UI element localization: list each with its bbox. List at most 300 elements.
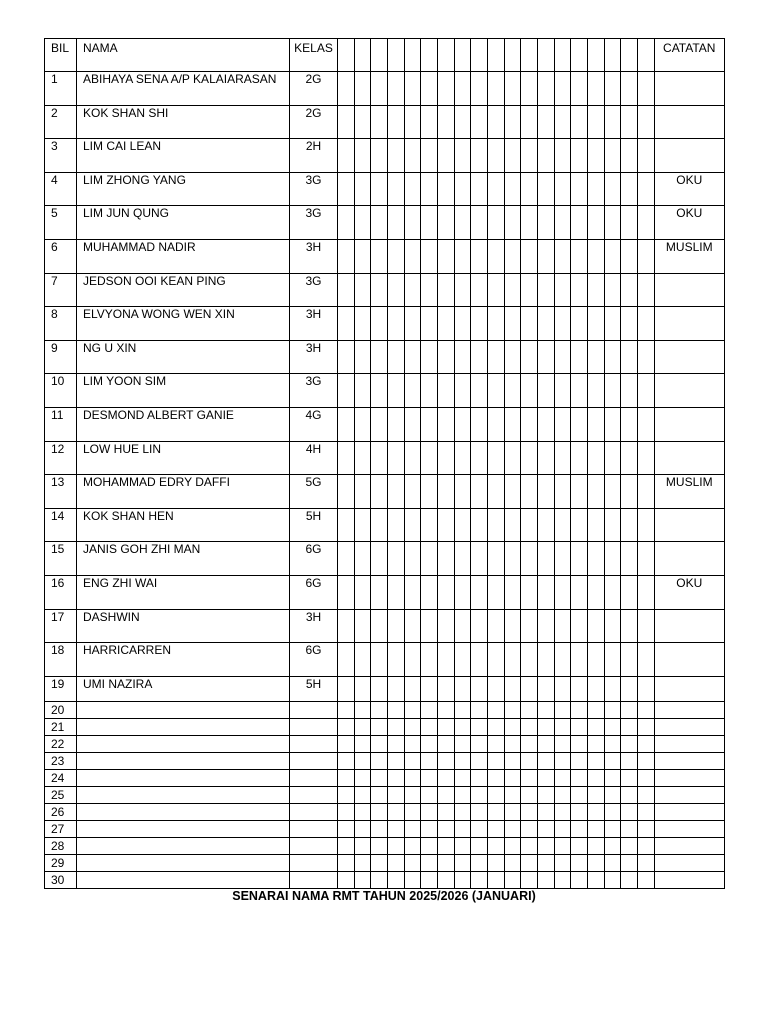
attendance-cell[interactable] <box>538 735 555 752</box>
attendance-cell[interactable] <box>338 340 355 374</box>
attendance-cell[interactable] <box>388 786 405 803</box>
attendance-cell[interactable] <box>621 340 638 374</box>
attendance-cell[interactable] <box>538 374 555 408</box>
attendance-cell[interactable] <box>504 837 521 854</box>
attendance-cell[interactable] <box>371 407 388 441</box>
attendance-cell[interactable] <box>538 172 555 206</box>
attendance-cell[interactable] <box>588 105 605 139</box>
attendance-cell[interactable] <box>454 273 471 307</box>
attendance-cell[interactable] <box>554 475 571 509</box>
attendance-cell[interactable] <box>388 441 405 475</box>
attendance-cell[interactable] <box>488 718 505 735</box>
attendance-cell[interactable] <box>454 542 471 576</box>
attendance-cell[interactable] <box>354 72 371 106</box>
attendance-cell[interactable] <box>554 105 571 139</box>
attendance-cell[interactable] <box>554 735 571 752</box>
attendance-cell[interactable] <box>588 340 605 374</box>
attendance-cell[interactable] <box>371 307 388 341</box>
attendance-cell[interactable] <box>371 239 388 273</box>
attendance-cell[interactable] <box>554 542 571 576</box>
attendance-cell[interactable] <box>354 676 371 701</box>
attendance-cell[interactable] <box>571 676 588 701</box>
attendance-cell[interactable] <box>538 786 555 803</box>
attendance-cell[interactable] <box>338 441 355 475</box>
attendance-cell[interactable] <box>371 340 388 374</box>
attendance-cell[interactable] <box>554 854 571 871</box>
attendance-cell[interactable] <box>371 871 388 888</box>
attendance-cell[interactable] <box>604 475 621 509</box>
attendance-cell[interactable] <box>471 735 488 752</box>
attendance-cell[interactable] <box>504 307 521 341</box>
attendance-cell[interactable] <box>604 786 621 803</box>
attendance-cell[interactable] <box>504 803 521 820</box>
attendance-cell[interactable] <box>521 542 538 576</box>
attendance-cell[interactable] <box>504 374 521 408</box>
attendance-cell[interactable] <box>521 307 538 341</box>
attendance-cell[interactable] <box>521 340 538 374</box>
attendance-cell[interactable] <box>554 139 571 173</box>
attendance-cell[interactable] <box>388 701 405 718</box>
attendance-cell[interactable] <box>521 508 538 542</box>
attendance-cell[interactable] <box>471 273 488 307</box>
attendance-cell[interactable] <box>471 786 488 803</box>
attendance-cell[interactable] <box>438 374 455 408</box>
attendance-cell[interactable] <box>538 475 555 509</box>
attendance-cell[interactable] <box>638 701 655 718</box>
attendance-cell[interactable] <box>454 72 471 106</box>
attendance-cell[interactable] <box>554 676 571 701</box>
attendance-cell[interactable] <box>488 206 505 240</box>
attendance-cell[interactable] <box>354 139 371 173</box>
attendance-cell[interactable] <box>454 643 471 677</box>
attendance-cell[interactable] <box>404 676 421 701</box>
attendance-cell[interactable] <box>521 676 538 701</box>
attendance-cell[interactable] <box>488 105 505 139</box>
attendance-cell[interactable] <box>488 676 505 701</box>
attendance-cell[interactable] <box>554 206 571 240</box>
attendance-cell[interactable] <box>388 871 405 888</box>
attendance-cell[interactable] <box>438 735 455 752</box>
attendance-cell[interactable] <box>621 575 638 609</box>
attendance-cell[interactable] <box>588 307 605 341</box>
attendance-cell[interactable] <box>421 820 438 837</box>
attendance-cell[interactable] <box>438 643 455 677</box>
attendance-cell[interactable] <box>421 871 438 888</box>
attendance-cell[interactable] <box>421 542 438 576</box>
attendance-cell[interactable] <box>571 340 588 374</box>
header-attendance-cell[interactable] <box>404 39 421 72</box>
attendance-cell[interactable] <box>638 769 655 786</box>
attendance-cell[interactable] <box>421 718 438 735</box>
attendance-cell[interactable] <box>604 139 621 173</box>
attendance-cell[interactable] <box>571 172 588 206</box>
attendance-cell[interactable] <box>338 239 355 273</box>
attendance-cell[interactable] <box>371 139 388 173</box>
attendance-cell[interactable] <box>521 239 538 273</box>
attendance-cell[interactable] <box>538 72 555 106</box>
attendance-cell[interactable] <box>538 105 555 139</box>
attendance-cell[interactable] <box>404 854 421 871</box>
attendance-cell[interactable] <box>588 643 605 677</box>
attendance-cell[interactable] <box>621 239 638 273</box>
attendance-cell[interactable] <box>388 820 405 837</box>
attendance-cell[interactable] <box>354 307 371 341</box>
attendance-cell[interactable] <box>504 735 521 752</box>
attendance-cell[interactable] <box>438 508 455 542</box>
attendance-cell[interactable] <box>604 172 621 206</box>
attendance-cell[interactable] <box>388 508 405 542</box>
attendance-cell[interactable] <box>588 701 605 718</box>
attendance-cell[interactable] <box>571 542 588 576</box>
attendance-cell[interactable] <box>504 575 521 609</box>
attendance-cell[interactable] <box>571 871 588 888</box>
attendance-cell[interactable] <box>554 273 571 307</box>
header-attendance-cell[interactable] <box>588 39 605 72</box>
attendance-cell[interactable] <box>404 374 421 408</box>
attendance-cell[interactable] <box>621 307 638 341</box>
attendance-cell[interactable] <box>338 139 355 173</box>
attendance-cell[interactable] <box>621 803 638 820</box>
header-attendance-cell[interactable] <box>454 39 471 72</box>
attendance-cell[interactable] <box>471 441 488 475</box>
attendance-cell[interactable] <box>388 239 405 273</box>
attendance-cell[interactable] <box>471 542 488 576</box>
attendance-cell[interactable] <box>371 837 388 854</box>
attendance-cell[interactable] <box>338 854 355 871</box>
attendance-cell[interactable] <box>504 441 521 475</box>
header-attendance-cell[interactable] <box>488 39 505 72</box>
attendance-cell[interactable] <box>421 508 438 542</box>
attendance-cell[interactable] <box>421 172 438 206</box>
attendance-cell[interactable] <box>354 854 371 871</box>
attendance-cell[interactable] <box>604 820 621 837</box>
attendance-cell[interactable] <box>621 441 638 475</box>
attendance-cell[interactable] <box>471 643 488 677</box>
attendance-cell[interactable] <box>404 575 421 609</box>
attendance-cell[interactable] <box>421 575 438 609</box>
attendance-cell[interactable] <box>538 701 555 718</box>
attendance-cell[interactable] <box>354 273 371 307</box>
attendance-cell[interactable] <box>488 172 505 206</box>
attendance-cell[interactable] <box>538 139 555 173</box>
attendance-cell[interactable] <box>404 752 421 769</box>
attendance-cell[interactable] <box>404 786 421 803</box>
attendance-cell[interactable] <box>504 871 521 888</box>
attendance-cell[interactable] <box>571 837 588 854</box>
attendance-cell[interactable] <box>621 374 638 408</box>
attendance-cell[interactable] <box>438 273 455 307</box>
header-attendance-cell[interactable] <box>571 39 588 72</box>
attendance-cell[interactable] <box>388 837 405 854</box>
attendance-cell[interactable] <box>504 340 521 374</box>
attendance-cell[interactable] <box>571 575 588 609</box>
attendance-cell[interactable] <box>571 441 588 475</box>
header-attendance-cell[interactable] <box>388 39 405 72</box>
attendance-cell[interactable] <box>571 803 588 820</box>
attendance-cell[interactable] <box>638 643 655 677</box>
attendance-cell[interactable] <box>338 609 355 643</box>
attendance-cell[interactable] <box>504 820 521 837</box>
attendance-cell[interactable] <box>421 475 438 509</box>
attendance-cell[interactable] <box>421 72 438 106</box>
attendance-cell[interactable] <box>454 769 471 786</box>
attendance-cell[interactable] <box>421 676 438 701</box>
attendance-cell[interactable] <box>371 643 388 677</box>
attendance-cell[interactable] <box>388 105 405 139</box>
attendance-cell[interactable] <box>454 307 471 341</box>
attendance-cell[interactable] <box>421 735 438 752</box>
attendance-cell[interactable] <box>521 206 538 240</box>
attendance-cell[interactable] <box>338 374 355 408</box>
attendance-cell[interactable] <box>538 752 555 769</box>
attendance-cell[interactable] <box>371 854 388 871</box>
attendance-cell[interactable] <box>371 374 388 408</box>
attendance-cell[interactable] <box>571 854 588 871</box>
attendance-cell[interactable] <box>338 735 355 752</box>
attendance-cell[interactable] <box>554 441 571 475</box>
attendance-cell[interactable] <box>471 752 488 769</box>
attendance-cell[interactable] <box>554 609 571 643</box>
attendance-cell[interactable] <box>454 374 471 408</box>
attendance-cell[interactable] <box>338 273 355 307</box>
attendance-cell[interactable] <box>371 172 388 206</box>
attendance-cell[interactable] <box>571 718 588 735</box>
attendance-cell[interactable] <box>338 701 355 718</box>
attendance-cell[interactable] <box>488 239 505 273</box>
attendance-cell[interactable] <box>371 769 388 786</box>
attendance-cell[interactable] <box>354 803 371 820</box>
attendance-cell[interactable] <box>621 735 638 752</box>
attendance-cell[interactable] <box>538 837 555 854</box>
attendance-cell[interactable] <box>588 475 605 509</box>
attendance-cell[interactable] <box>404 643 421 677</box>
attendance-cell[interactable] <box>371 786 388 803</box>
attendance-cell[interactable] <box>604 735 621 752</box>
attendance-cell[interactable] <box>404 172 421 206</box>
attendance-cell[interactable] <box>354 239 371 273</box>
attendance-cell[interactable] <box>371 105 388 139</box>
attendance-cell[interactable] <box>604 837 621 854</box>
attendance-cell[interactable] <box>338 820 355 837</box>
attendance-cell[interactable] <box>504 508 521 542</box>
attendance-cell[interactable] <box>621 769 638 786</box>
attendance-cell[interactable] <box>638 542 655 576</box>
attendance-cell[interactable] <box>588 609 605 643</box>
attendance-cell[interactable] <box>604 206 621 240</box>
attendance-cell[interactable] <box>354 441 371 475</box>
attendance-cell[interactable] <box>621 508 638 542</box>
attendance-cell[interactable] <box>538 206 555 240</box>
attendance-cell[interactable] <box>404 273 421 307</box>
attendance-cell[interactable] <box>371 803 388 820</box>
attendance-cell[interactable] <box>404 609 421 643</box>
attendance-cell[interactable] <box>438 786 455 803</box>
attendance-cell[interactable] <box>471 701 488 718</box>
attendance-cell[interactable] <box>488 441 505 475</box>
attendance-cell[interactable] <box>388 475 405 509</box>
attendance-cell[interactable] <box>388 340 405 374</box>
attendance-cell[interactable] <box>488 139 505 173</box>
attendance-cell[interactable] <box>421 786 438 803</box>
attendance-cell[interactable] <box>554 786 571 803</box>
attendance-cell[interactable] <box>421 609 438 643</box>
attendance-cell[interactable] <box>554 643 571 677</box>
attendance-cell[interactable] <box>638 575 655 609</box>
attendance-cell[interactable] <box>638 752 655 769</box>
attendance-cell[interactable] <box>404 820 421 837</box>
attendance-cell[interactable] <box>421 803 438 820</box>
attendance-cell[interactable] <box>521 718 538 735</box>
attendance-cell[interactable] <box>371 206 388 240</box>
attendance-cell[interactable] <box>488 854 505 871</box>
attendance-cell[interactable] <box>388 407 405 441</box>
attendance-cell[interactable] <box>421 139 438 173</box>
attendance-cell[interactable] <box>588 139 605 173</box>
attendance-cell[interactable] <box>504 643 521 677</box>
attendance-cell[interactable] <box>621 206 638 240</box>
attendance-cell[interactable] <box>638 475 655 509</box>
attendance-cell[interactable] <box>588 508 605 542</box>
attendance-cell[interactable] <box>338 407 355 441</box>
attendance-cell[interactable] <box>471 475 488 509</box>
attendance-cell[interactable] <box>621 820 638 837</box>
attendance-cell[interactable] <box>404 475 421 509</box>
attendance-cell[interactable] <box>471 769 488 786</box>
attendance-cell[interactable] <box>521 643 538 677</box>
attendance-cell[interactable] <box>438 239 455 273</box>
attendance-cell[interactable] <box>621 643 638 677</box>
attendance-cell[interactable] <box>454 837 471 854</box>
attendance-cell[interactable] <box>571 508 588 542</box>
attendance-cell[interactable] <box>388 643 405 677</box>
attendance-cell[interactable] <box>504 139 521 173</box>
attendance-cell[interactable] <box>588 752 605 769</box>
attendance-cell[interactable] <box>638 508 655 542</box>
attendance-cell[interactable] <box>588 575 605 609</box>
attendance-cell[interactable] <box>588 820 605 837</box>
attendance-cell[interactable] <box>388 609 405 643</box>
attendance-cell[interactable] <box>354 820 371 837</box>
attendance-cell[interactable] <box>438 609 455 643</box>
attendance-cell[interactable] <box>521 820 538 837</box>
attendance-cell[interactable] <box>354 172 371 206</box>
attendance-cell[interactable] <box>521 475 538 509</box>
attendance-cell[interactable] <box>504 475 521 509</box>
attendance-cell[interactable] <box>438 820 455 837</box>
attendance-cell[interactable] <box>538 871 555 888</box>
attendance-cell[interactable] <box>588 786 605 803</box>
attendance-cell[interactable] <box>421 441 438 475</box>
attendance-cell[interactable] <box>404 735 421 752</box>
attendance-cell[interactable] <box>621 871 638 888</box>
header-attendance-cell[interactable] <box>371 39 388 72</box>
header-attendance-cell[interactable] <box>604 39 621 72</box>
attendance-cell[interactable] <box>471 854 488 871</box>
attendance-cell[interactable] <box>621 786 638 803</box>
attendance-cell[interactable] <box>571 752 588 769</box>
attendance-cell[interactable] <box>638 718 655 735</box>
attendance-cell[interactable] <box>621 718 638 735</box>
attendance-cell[interactable] <box>488 273 505 307</box>
attendance-cell[interactable] <box>488 307 505 341</box>
attendance-cell[interactable] <box>538 718 555 735</box>
attendance-cell[interactable] <box>604 718 621 735</box>
attendance-cell[interactable] <box>604 72 621 106</box>
attendance-cell[interactable] <box>604 701 621 718</box>
attendance-cell[interactable] <box>438 542 455 576</box>
attendance-cell[interactable] <box>354 718 371 735</box>
attendance-cell[interactable] <box>421 701 438 718</box>
attendance-cell[interactable] <box>504 609 521 643</box>
attendance-cell[interactable] <box>604 105 621 139</box>
attendance-cell[interactable] <box>504 273 521 307</box>
attendance-cell[interactable] <box>588 718 605 735</box>
attendance-cell[interactable] <box>621 139 638 173</box>
attendance-cell[interactable] <box>338 676 355 701</box>
attendance-cell[interactable] <box>604 307 621 341</box>
attendance-cell[interactable] <box>354 340 371 374</box>
attendance-cell[interactable] <box>438 803 455 820</box>
attendance-cell[interactable] <box>521 172 538 206</box>
attendance-cell[interactable] <box>621 72 638 106</box>
attendance-cell[interactable] <box>554 752 571 769</box>
attendance-cell[interactable] <box>338 508 355 542</box>
attendance-cell[interactable] <box>521 139 538 173</box>
attendance-cell[interactable] <box>388 752 405 769</box>
attendance-cell[interactable] <box>454 340 471 374</box>
attendance-cell[interactable] <box>354 609 371 643</box>
attendance-cell[interactable] <box>604 575 621 609</box>
attendance-cell[interactable] <box>454 676 471 701</box>
attendance-cell[interactable] <box>421 769 438 786</box>
attendance-cell[interactable] <box>471 172 488 206</box>
attendance-cell[interactable] <box>421 307 438 341</box>
attendance-cell[interactable] <box>488 575 505 609</box>
attendance-cell[interactable] <box>338 542 355 576</box>
attendance-cell[interactable] <box>471 139 488 173</box>
attendance-cell[interactable] <box>454 820 471 837</box>
attendance-cell[interactable] <box>388 676 405 701</box>
attendance-cell[interactable] <box>554 407 571 441</box>
attendance-cell[interactable] <box>404 803 421 820</box>
attendance-cell[interactable] <box>488 72 505 106</box>
attendance-cell[interactable] <box>421 643 438 677</box>
attendance-cell[interactable] <box>371 820 388 837</box>
attendance-cell[interactable] <box>388 718 405 735</box>
attendance-cell[interactable] <box>521 273 538 307</box>
attendance-cell[interactable] <box>521 407 538 441</box>
attendance-cell[interactable] <box>521 374 538 408</box>
attendance-cell[interactable] <box>554 239 571 273</box>
attendance-cell[interactable] <box>638 820 655 837</box>
attendance-cell[interactable] <box>454 407 471 441</box>
attendance-cell[interactable] <box>621 407 638 441</box>
attendance-cell[interactable] <box>338 786 355 803</box>
attendance-cell[interactable] <box>604 508 621 542</box>
attendance-cell[interactable] <box>554 701 571 718</box>
attendance-cell[interactable] <box>454 735 471 752</box>
attendance-cell[interactable] <box>521 769 538 786</box>
attendance-cell[interactable] <box>471 307 488 341</box>
attendance-cell[interactable] <box>438 718 455 735</box>
attendance-cell[interactable] <box>454 803 471 820</box>
attendance-cell[interactable] <box>638 735 655 752</box>
attendance-cell[interactable] <box>388 139 405 173</box>
attendance-cell[interactable] <box>571 139 588 173</box>
attendance-cell[interactable] <box>421 340 438 374</box>
attendance-cell[interactable] <box>588 735 605 752</box>
attendance-cell[interactable] <box>604 676 621 701</box>
